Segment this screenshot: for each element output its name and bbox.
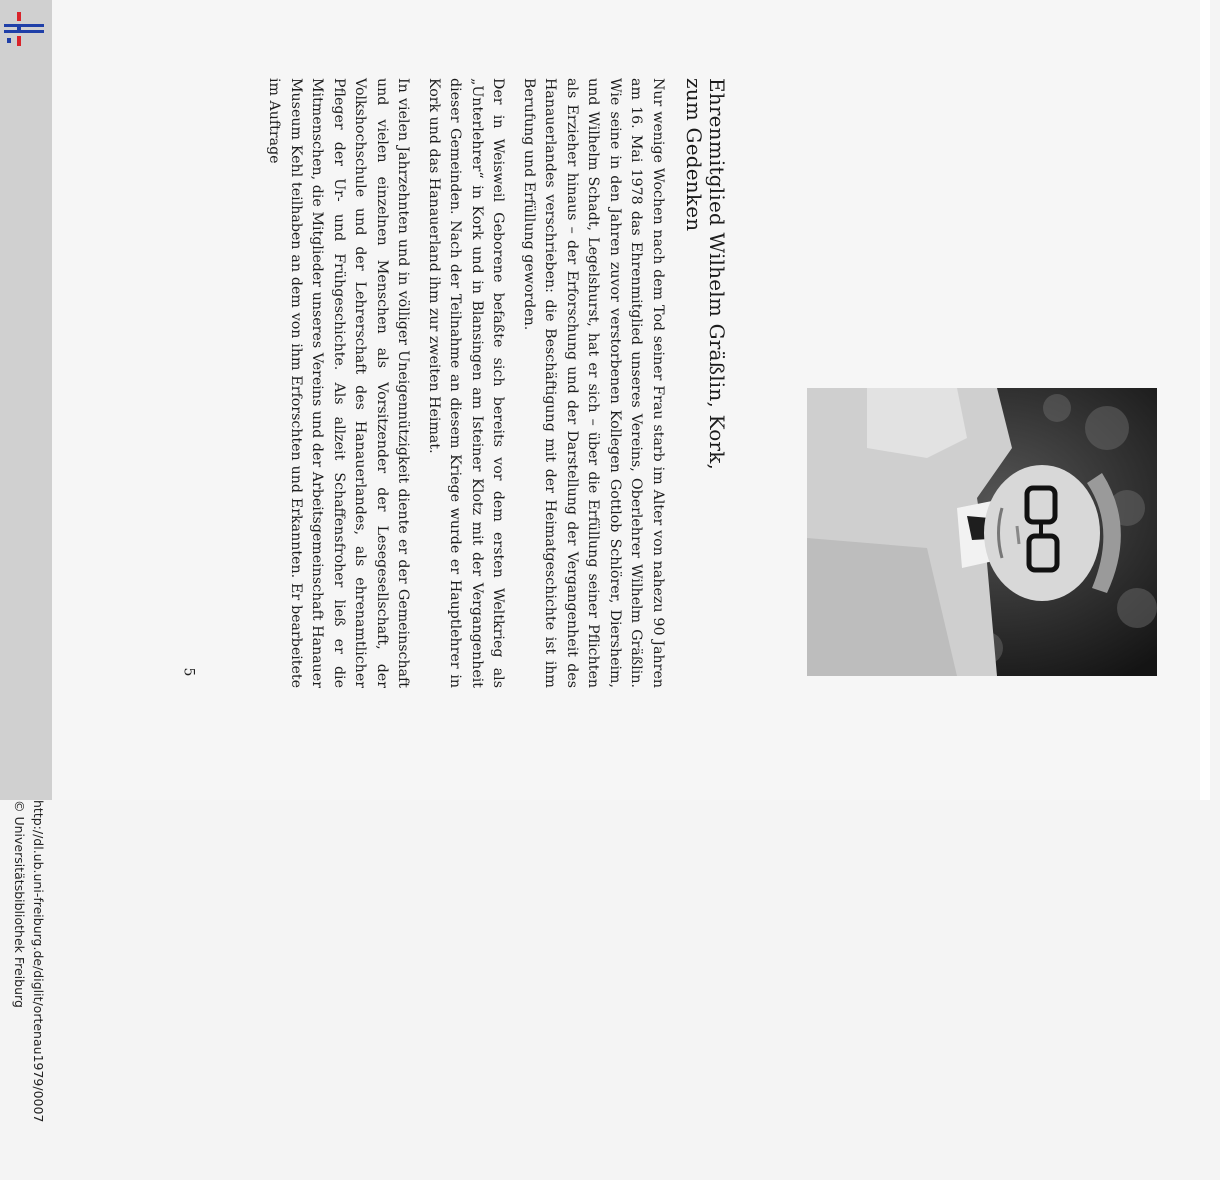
paragraph-1: Nur wenige Wochen nach dem Tod seiner Frau starb im Alter von nahezu 90 Jahren am 16. Mai 1978 das Ehrenmitglied unseres Vereins, Oberlehrer Wilhelm Gräßlin. Wie seine in den Jahren zuvor verstorbenen Kollegen Gottlob Schlörer, Diersheim, und Wilhelm Schadt, Legelshurst, hat er sich – über die Erfüllung seiner Pflichten als Erzieher hinaus – der Erforschung und der Darstellung der Vergangenheit des Hanauerlandes verschrieben: die Beschäftigung mit der Heimatgeschichte ist ihm Berufung und Erfüllung geworden. <box>521 78 666 688</box>
portrait-image <box>807 388 1157 676</box>
viewer-sidebar <box>0 0 52 1123</box>
title-line-1: Ehrenmitglied Wilhelm Gräßlin, Kork, <box>705 78 729 471</box>
article-title <box>682 78 728 688</box>
article-text <box>118 78 728 688</box>
paragraph-3: In vielen Jahrzehnten und in völliger Uneigennützigkeit diente er der Gemeinschaft und vielen einzelnen Menschen als Vorsitzender der Lesegesellschaft, der Volkshochschule und der Lehrerschaft des Hanauerlandes, als ehrenamtlicher Pfleger der Ur- und Frühgeschichte. Als allzeit Schaffensfroher ließ er die Mitmenschen, die Mitglieder unseres Vereins und der Arbeitsgemeinschaft Hanauer Museum Kehl teilhaben an dem von ihm Erforschten und Erkannten. Er bearbeitete im Auftrage <box>266 78 412 688</box>
copyright-notice: © Universitätsbibliothek Freiburg <box>12 800 27 1008</box>
paragraph-2: Der in Weisweil Geborene befaßte sich bereits vor dem ersten Weltkrieg als „Unterlehrer“ in Kork und in Blansingen am Isteiner Klotz mit der Vergangenheit dieser Gemeinden. Nach der Teilnahme an diesem Kriege wurde er Hauptlehrer in Kork und das Hanauerland ihm zur zweiten Heimat. <box>426 78 507 688</box>
title-line-2: zum Gedenken <box>682 78 706 232</box>
page-edge <box>1200 0 1210 800</box>
page-number: 5 <box>180 667 197 677</box>
source-url[interactable]: http://dl.ub.uni-freiburg.de/diglit/ortenau1979/0007 <box>31 800 46 1123</box>
portrait-photo <box>807 388 1157 676</box>
library-logo-icon <box>2 10 44 52</box>
source-info <box>6 800 48 1180</box>
